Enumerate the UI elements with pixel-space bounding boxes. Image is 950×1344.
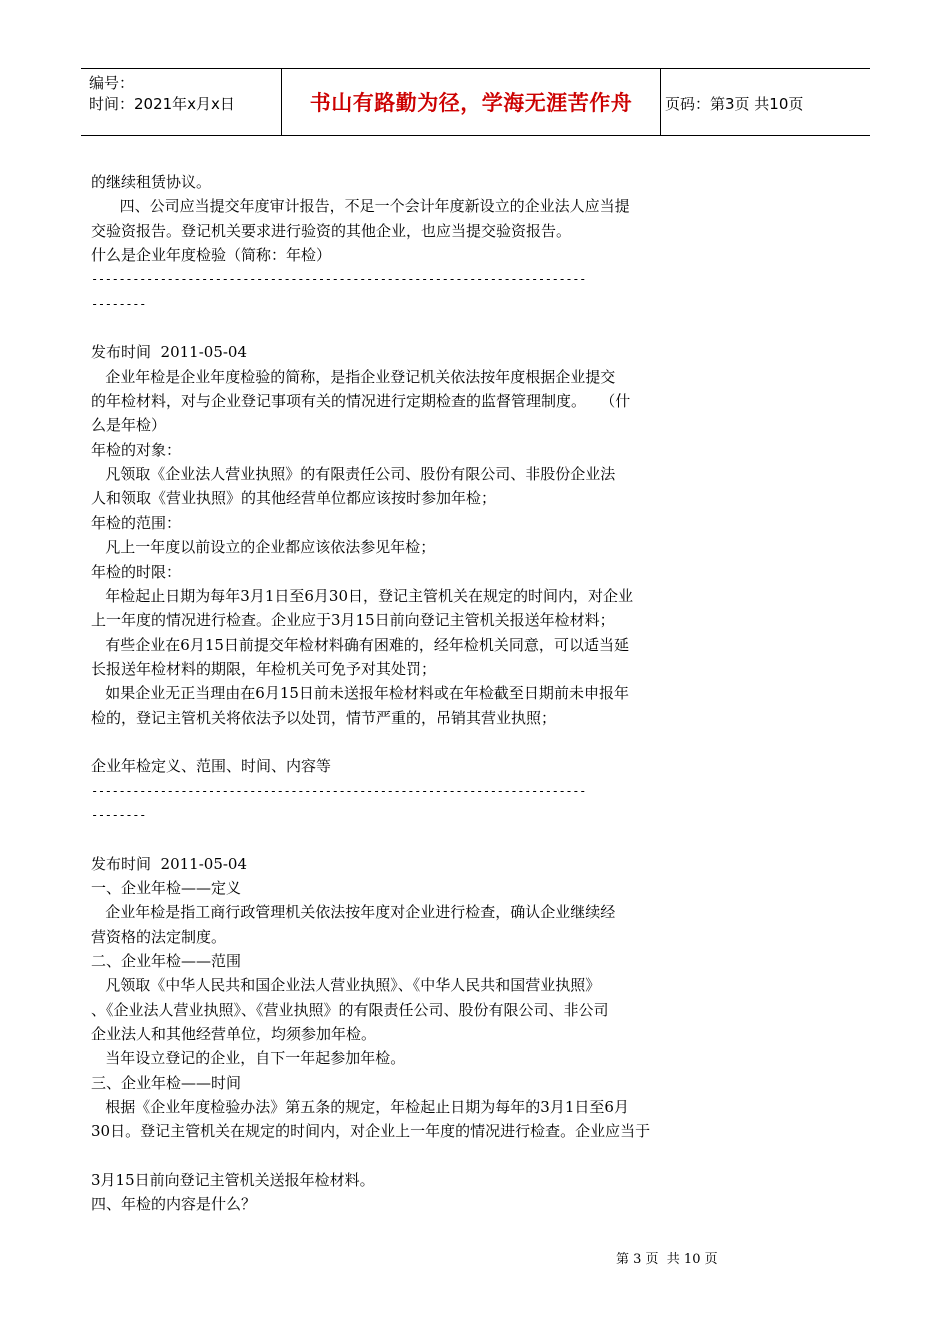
- blank-line: [91, 1144, 731, 1168]
- date-label: 时间：2021年x月x日: [89, 95, 235, 113]
- text-line: 上一年度的情况进行检查。企业应于3月15日前向登记主管机关报送年检材料；: [91, 611, 615, 630]
- text-line: 凡上一年度以前设立的企业都应该依法参见年检；: [91, 538, 436, 557]
- text-line: 人和领取《营业执照》的其他经营单位都应该按时参加年检；: [91, 489, 497, 508]
- text-line: 长报送年检材料的期限，年检机关可免予对其处罚；: [91, 659, 437, 678]
- text-line: 么是年检）: [91, 416, 167, 435]
- text-line: 年检的时限：: [91, 562, 182, 581]
- text-line: 企业法人和其他经营单位，均须参加年检。: [91, 1025, 377, 1044]
- text-line: ------------------------------------------------------------------------: [91, 783, 586, 798]
- text-line: 根据《企业年度检验办法》第五条的规定，年检起止日期为每年的3月1日至6月: [91, 1098, 629, 1117]
- text-line: 二、企业年检——范围: [91, 952, 242, 970]
- text-line: 交验资报告。登记机关要求进行验资的其他企业，也应当提交验资报告。: [91, 221, 572, 240]
- document-body: [91, 170, 731, 1217]
- text-line: 一、企业年检——定义: [91, 878, 242, 897]
- page-footer: 第 3 页 共 10 页: [616, 1252, 718, 1267]
- code-label: 编号：: [89, 74, 135, 92]
- page-label: 页码：第3页 共10页: [665, 94, 804, 113]
- text-line: ------------------------------------------------------------------------: [91, 272, 586, 287]
- text-line: 企业年检是企业年度检验的简称，是指企业登记机关依法按年度根据企业提交: [91, 367, 616, 386]
- blank-line: [91, 316, 731, 340]
- header-meta: [89, 73, 285, 115]
- page-header: [81, 68, 870, 136]
- text-line: 、《企业法人营业执照》、《营业执照》的有限责任公司、股份有限公司、非公司: [91, 1000, 609, 1019]
- text-line: 四、公司应当提交年度审计报告，不足一个会计年度新设立的企业法人应当提: [91, 197, 630, 216]
- text-line: 发布时间 2011-05-04: [91, 854, 248, 873]
- motto: 书山有路勤为径，学海无涯苦作舟: [281, 68, 661, 136]
- text-line: 三、企业年检——时间: [91, 1073, 242, 1092]
- text-line: 年检的对象：: [91, 440, 182, 459]
- text-line: 当年设立登记的企业，自下一年起参加年检。: [91, 1049, 406, 1068]
- text-line: 凡领取《中华人民共和国企业法人营业执照》、《中华人民共和国营业执照》: [91, 976, 601, 995]
- text-line: 如果企业无正当理由在6月15日前未送报年检材料或在年检截至日期前未申报年: [91, 684, 629, 703]
- text-line: 年检的范围：: [91, 513, 182, 532]
- blank-line: [91, 730, 731, 754]
- text-line: 发布时间 2011-05-04: [91, 343, 248, 362]
- text-line: 有些企业在6月15日前提交年检材料确有困难的，经年检机关同意，可以适当延: [91, 635, 629, 654]
- text-line: 的年检材料，对与企业登记事项有关的情况进行定期检查的监督管理制度。 （什: [91, 392, 631, 411]
- text-line: 营资格的法定制度。: [91, 927, 227, 946]
- text-line: --------: [91, 296, 146, 311]
- text-line: 企业年检是指工商行政管理机关依法按年度对企业进行检查，确认企业继续经: [91, 903, 616, 922]
- text-line: 企业年检定义、范围、时间、内容等: [91, 757, 332, 776]
- text-line: 3月15日前向登记主管机关送报年检材料。: [91, 1171, 375, 1190]
- text-line: 检的，登记主管机关将依法予以处罚，情节严重的，吊销其营业执照；: [91, 708, 557, 727]
- text-line: 四、年检的内容是什么？: [91, 1195, 257, 1214]
- text-line: 什么是企业年度检验（简称：年检）: [91, 246, 332, 265]
- text-line: 30日。登记主管机关在规定的时间内，对企业上一年度的情况进行检查。企业应当于: [91, 1122, 651, 1141]
- blank-line: [91, 827, 731, 851]
- text-line: 年检起止日期为每年3月1日至6月30日，登记主管机关在规定的时间内，对企业: [91, 586, 634, 605]
- text-line: 凡领取《企业法人营业执照》的有限责任公司、股份有限公司、非股份企业法: [91, 465, 616, 484]
- text-line: 的继续租赁协议。: [91, 173, 212, 191]
- text-line: --------: [91, 807, 146, 822]
